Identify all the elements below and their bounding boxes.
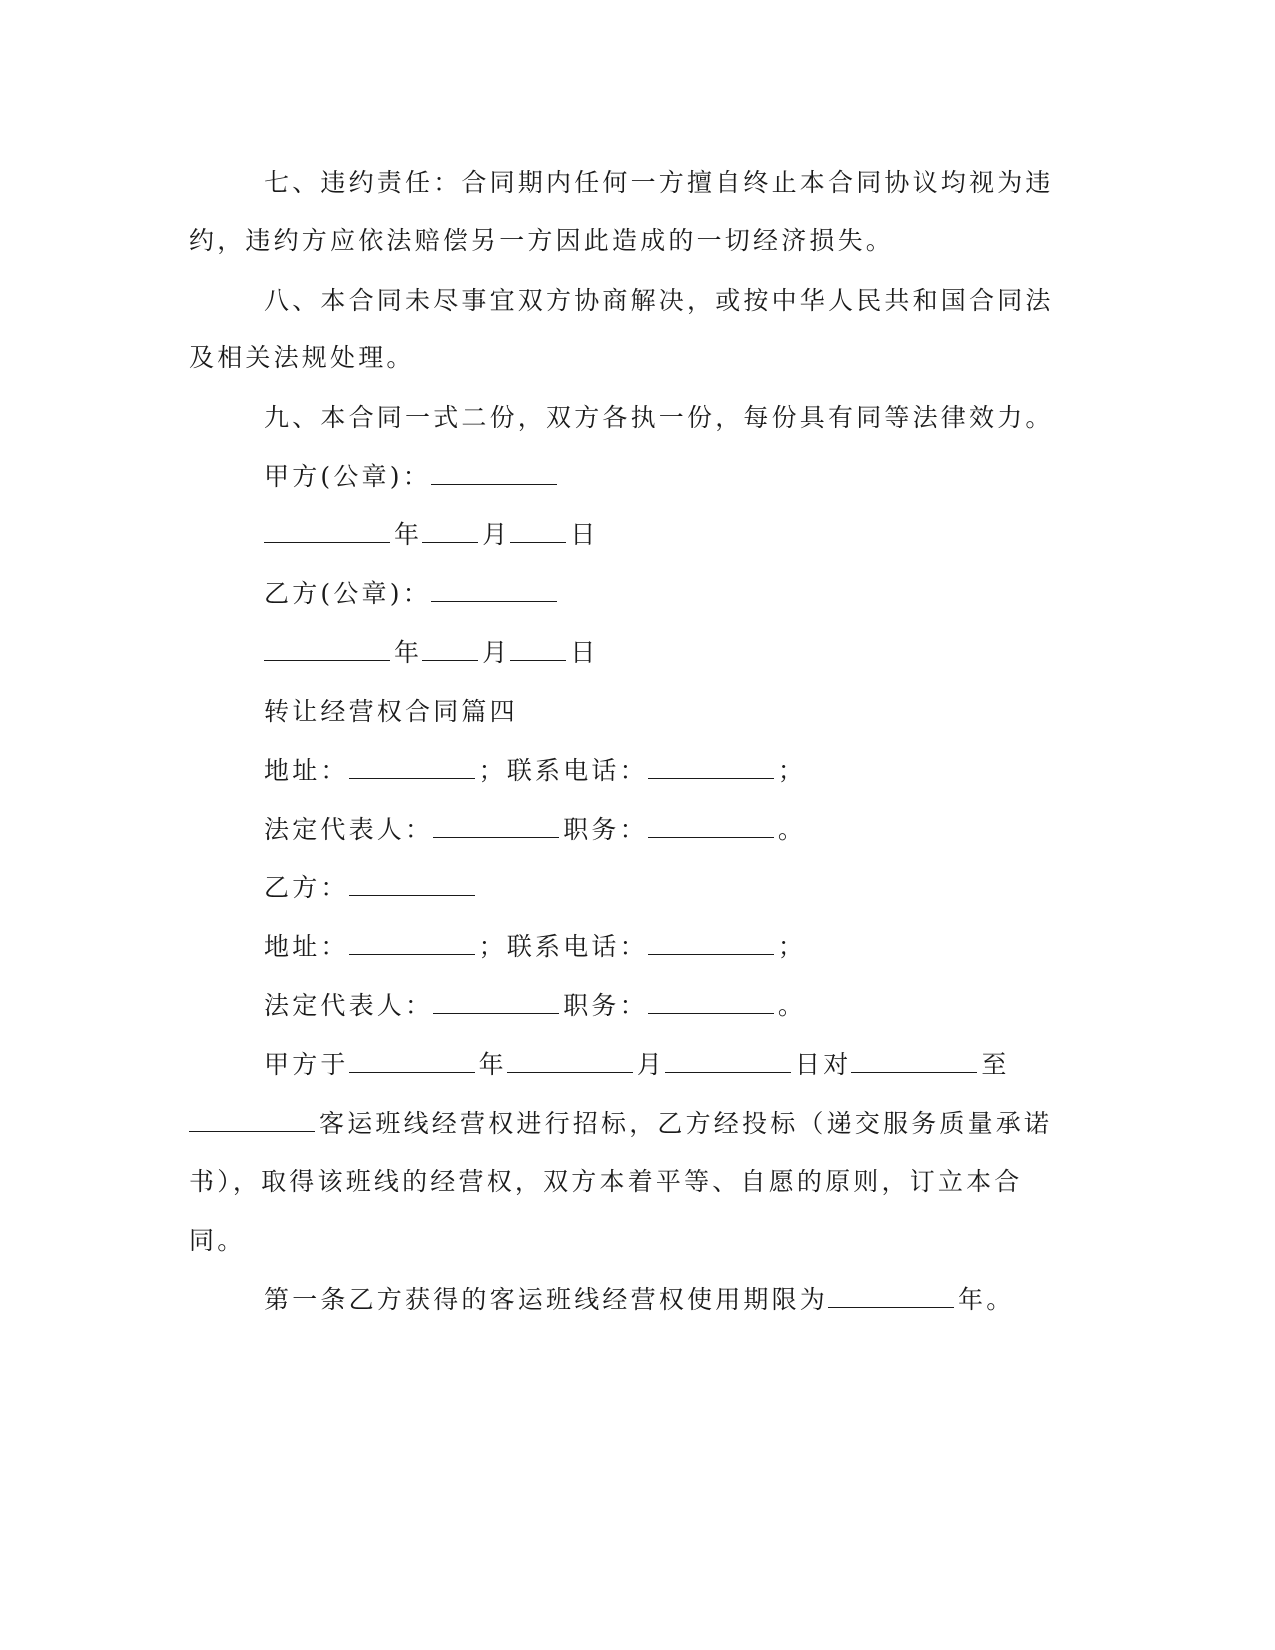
legal-rep-label: 法定代表人： — [264, 815, 434, 844]
article-1-years-blank[interactable] — [828, 1285, 954, 1308]
month-label: 月 — [482, 638, 511, 667]
paragraph-8-line-1: 八、本合同未尽事宜双方协商解决，或按中华人民共和国合同法 — [264, 286, 1054, 315]
period: 。 — [777, 991, 807, 1020]
article-1-text: 第一条乙方获得的客运班线经营权使用期限为 — [264, 1285, 829, 1314]
party-b-line — [264, 873, 479, 903]
year-label: 年 — [394, 638, 423, 667]
legal-rep-label: 法定代表人： — [264, 991, 434, 1020]
semicolon: ； — [478, 932, 507, 961]
party-a-date-line — [264, 520, 599, 550]
intro-month-blank[interactable] — [507, 1050, 633, 1073]
party-b-rep-line — [264, 991, 806, 1021]
party-a-seal-blank[interactable] — [431, 462, 557, 485]
intro-to-blank[interactable] — [189, 1109, 315, 1132]
party-b-name-blank[interactable] — [349, 873, 475, 896]
party-b-address-blank[interactable] — [349, 932, 475, 955]
intro-line-4: 同。 — [189, 1226, 246, 1255]
intro-day-blank[interactable] — [665, 1050, 791, 1073]
party-b-seal-line — [264, 579, 561, 609]
party-b-month-blank[interactable] — [422, 638, 478, 661]
paragraph-7-line-1: 七、违约责任：合同期内任何一方擅自终止本合同协议均视为违 — [264, 168, 1054, 197]
intro-line-3: 书），取得该班线的经营权，双方本着平等、自愿的原则，订立本合 — [189, 1167, 1023, 1196]
intro-year-blank[interactable] — [349, 1050, 475, 1073]
position-label: 职务： — [563, 991, 648, 1020]
party-a-seal-label: 甲方(公章)： — [264, 462, 431, 491]
intro-to-label: 至 — [981, 1050, 1010, 1079]
party-b-address-line — [264, 932, 806, 962]
intro-day-label: 日对 — [795, 1050, 852, 1079]
party-b-rep-blank[interactable] — [433, 991, 559, 1014]
intro-month-label: 月 — [636, 1050, 666, 1079]
party-a-seal-line — [264, 462, 561, 492]
party-b-year-blank[interactable] — [264, 638, 390, 661]
intro-year-label: 年 — [478, 1050, 507, 1079]
party-a-year-blank[interactable] — [264, 520, 390, 543]
day-label: 日 — [570, 520, 599, 549]
address-label: 地址： — [264, 932, 349, 961]
party-a-position-blank[interactable] — [648, 815, 774, 838]
party-b-date-line — [264, 638, 599, 668]
party-a-address-blank[interactable] — [349, 756, 475, 779]
address-label: 地址： — [264, 756, 349, 785]
phone-label: 联系电话： — [506, 756, 648, 785]
paragraph-7-line-2: 约，违约方应依法赔偿另一方因此造成的一切经济损失。 — [189, 226, 895, 255]
article-1-suffix: 年。 — [958, 1285, 1015, 1314]
party-a-rep-line — [264, 815, 806, 845]
party-b-label: 乙方： — [264, 873, 349, 902]
intro-from-blank[interactable] — [851, 1050, 977, 1073]
period: 。 — [777, 815, 807, 844]
intro-line-1 — [264, 1050, 1010, 1080]
month-label: 月 — [482, 520, 511, 549]
year-label: 年 — [394, 520, 423, 549]
party-a-address-line — [264, 756, 806, 786]
party-b-phone-blank[interactable] — [648, 932, 774, 955]
intro-text: 甲方于 — [264, 1050, 349, 1079]
paragraph-9: 九、本合同一式二份，双方各执一份，每份具有同等法律效力。 — [264, 403, 1054, 432]
position-label: 职务： — [563, 815, 648, 844]
party-a-month-blank[interactable] — [422, 520, 478, 543]
paragraph-8-line-2: 及相关法规处理。 — [189, 343, 415, 372]
party-a-day-blank[interactable] — [510, 520, 566, 543]
party-a-rep-blank[interactable] — [433, 815, 559, 838]
party-b-position-blank[interactable] — [648, 991, 774, 1014]
party-a-phone-blank[interactable] — [648, 756, 774, 779]
phone-label: 联系电话： — [506, 932, 648, 961]
semicolon: ； — [478, 756, 507, 785]
intro-line-2-text: 客运班线经营权进行招标，乙方经投标（递交服务质量承诺 — [319, 1109, 1053, 1138]
day-label: 日 — [570, 638, 599, 667]
party-b-seal-blank[interactable] — [431, 579, 557, 602]
party-b-seal-label: 乙方(公章)： — [264, 579, 431, 608]
intro-line-2 — [189, 1109, 1052, 1139]
article-1-line — [264, 1285, 1014, 1315]
section-4-title: 转让经营权合同篇四 — [264, 697, 518, 726]
party-b-day-blank[interactable] — [510, 638, 566, 661]
semicolon: ； — [777, 756, 807, 785]
semicolon: ； — [777, 932, 807, 961]
